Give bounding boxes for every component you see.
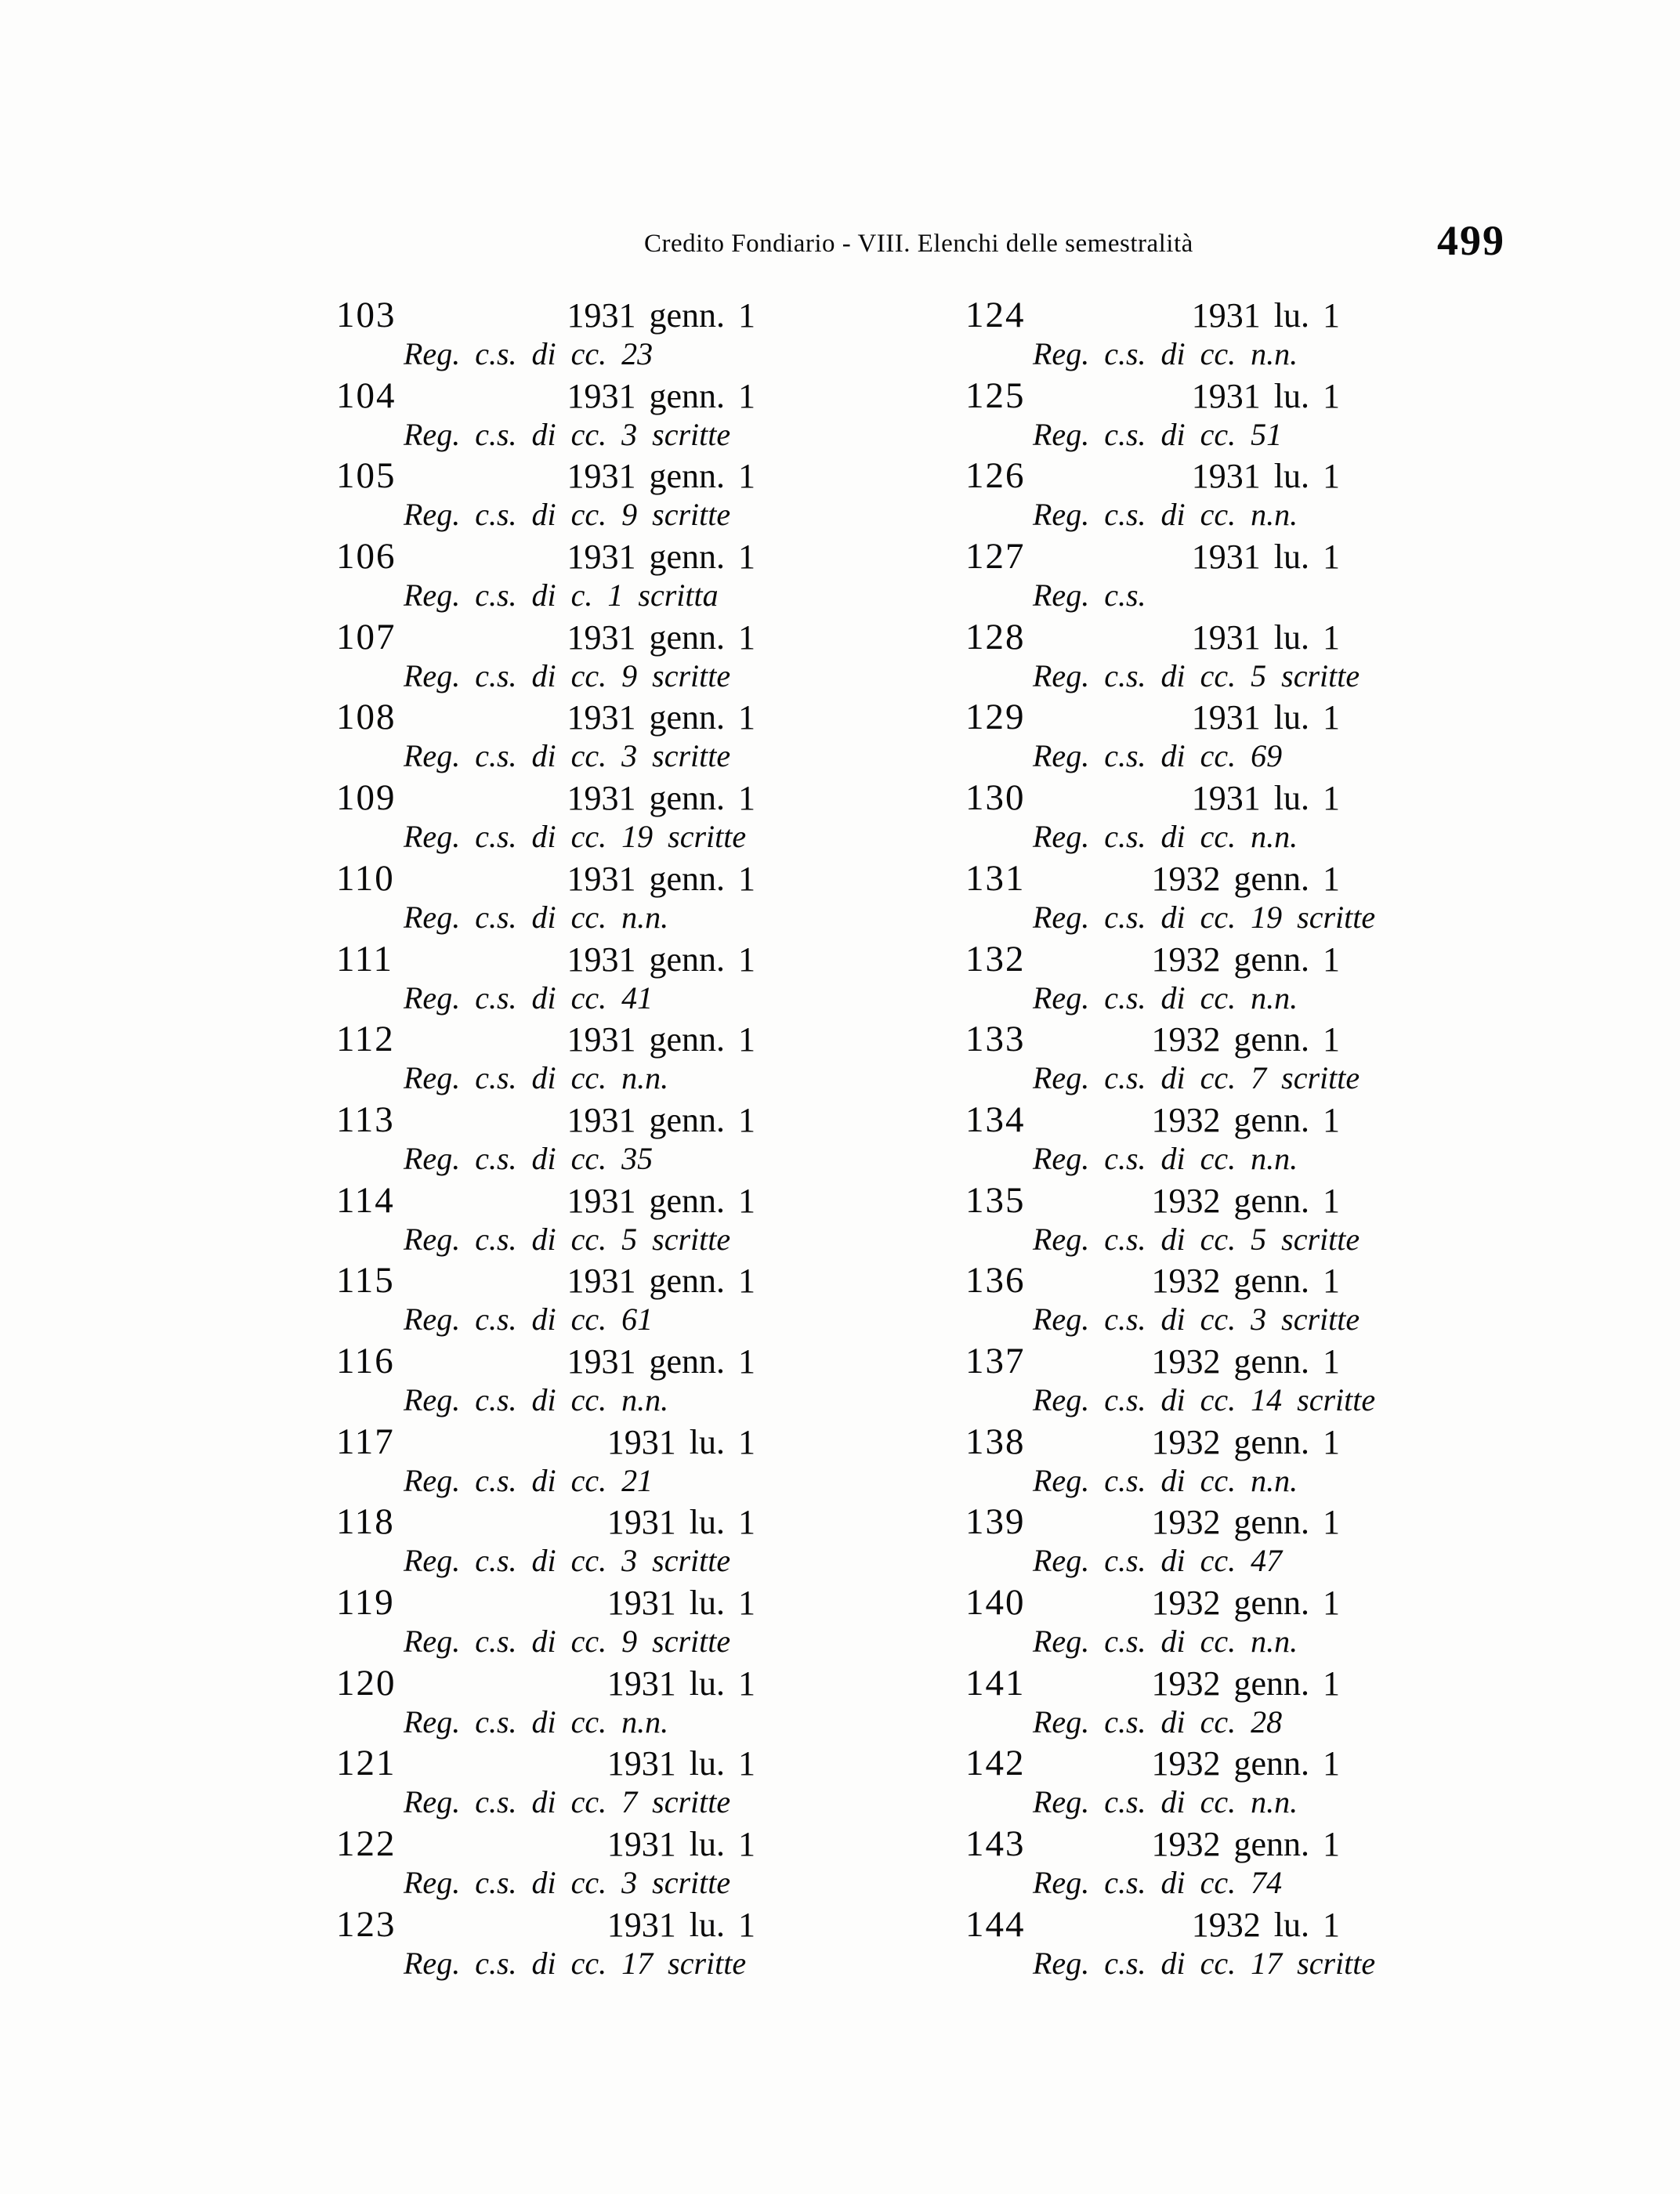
- entry-date: 1931 genn. 1: [567, 617, 755, 657]
- entry-registration-note: Reg. c.s. di cc. 61: [404, 1302, 654, 1338]
- entry-date: 1932 genn. 1: [1151, 940, 1340, 979]
- list-item: [965, 616, 1360, 697]
- entry-number: 129: [965, 697, 1026, 738]
- list-item: [336, 1421, 755, 1502]
- entry-registration-note: Reg. c.s. di cc. 17 scritte: [404, 1945, 747, 1981]
- entry-date: 1931 lu. 1: [1191, 376, 1340, 415]
- entry-registration-note: Reg. c.s. di cc. 14 scritte: [1033, 1381, 1376, 1417]
- entry-number: 120: [336, 1662, 396, 1703]
- entry-head: [965, 536, 1340, 577]
- entry-date: 1931 lu. 1: [1191, 698, 1340, 737]
- entry-registration-note: Reg. c.s. di cc. n.n.: [1033, 1624, 1298, 1659]
- entry-date: 1932 genn. 1: [1151, 1422, 1340, 1461]
- entry-number: 135: [965, 1179, 1026, 1221]
- entry-registration-note: Reg. c.s. di cc. n.n.: [1033, 336, 1298, 371]
- list-item: [965, 1179, 1360, 1261]
- entry-number: 140: [965, 1582, 1026, 1623]
- list-item: [336, 1743, 755, 1823]
- list-item: [965, 1743, 1340, 1823]
- entry-registration-note: Reg. c.s. di cc. 28: [1033, 1703, 1283, 1740]
- entry-head: [336, 295, 755, 336]
- list-item: [965, 777, 1340, 858]
- entry-head: [965, 1341, 1340, 1382]
- entry-number: 115: [336, 1260, 395, 1302]
- entry-number: 118: [336, 1501, 395, 1543]
- entry-number: 137: [965, 1340, 1026, 1381]
- entry-number: 122: [336, 1823, 396, 1865]
- list-item: [965, 295, 1340, 375]
- entry-head: [965, 939, 1340, 980]
- entry-head: [336, 1823, 755, 1865]
- entry-date: 1932 genn. 1: [1151, 1181, 1340, 1220]
- entry-column-left: [336, 295, 755, 1984]
- entry-number: 103: [336, 295, 396, 335]
- entry-number: 134: [965, 1099, 1026, 1140]
- entry-registration-note: Reg. c.s.: [1033, 577, 1146, 614]
- entry-head: [336, 1582, 755, 1624]
- entry-date: 1931 genn. 1: [567, 296, 755, 335]
- entry-date: 1931 genn. 1: [567, 1181, 755, 1220]
- entry-head: [965, 375, 1340, 417]
- entry-head: [965, 777, 1340, 819]
- list-item: [965, 1099, 1340, 1180]
- entry-date: 1931 genn. 1: [567, 376, 755, 415]
- entry-number: 125: [965, 375, 1026, 416]
- list-item: [336, 777, 755, 858]
- entry-registration-note: Reg. c.s. di cc. 7 scritte: [1033, 1060, 1360, 1096]
- entry-date: 1932 genn. 1: [1151, 1100, 1340, 1139]
- list-item: [965, 697, 1340, 777]
- entry-date: 1932 genn. 1: [1151, 1020, 1340, 1059]
- list-item: [965, 1260, 1360, 1341]
- list-item: [336, 1180, 755, 1261]
- entry-registration-note: Reg. c.s. di cc. n.n.: [404, 1703, 669, 1740]
- entry-head: [965, 1743, 1340, 1784]
- entry-number: 116: [336, 1340, 395, 1381]
- entry-date: 1931 genn. 1: [567, 1100, 755, 1139]
- list-item: [336, 295, 755, 375]
- running-header-title: Credito Fondiario - VIII. Elenchi delle semestralità: [644, 230, 1193, 258]
- list-item: [336, 1341, 755, 1421]
- entry-head: [965, 1260, 1340, 1302]
- list-item: [965, 1501, 1340, 1582]
- entry-date: 1932 genn. 1: [1151, 1262, 1340, 1301]
- entry-registration-note: Reg. c.s. di cc. 5 scritte: [1033, 657, 1360, 693]
- entry-number: 133: [965, 1019, 1026, 1060]
- entry-registration-note: Reg. c.s. di cc. n.n.: [404, 1060, 669, 1096]
- list-item: [336, 375, 755, 456]
- list-item: [336, 939, 755, 1019]
- entry-registration-note: Reg. c.s. di cc. 69: [1033, 738, 1283, 774]
- entry-registration-note: Reg. c.s. di cc. 5 scritte: [404, 1221, 731, 1257]
- entry-head: [336, 1099, 755, 1141]
- entry-registration-note: Reg. c.s. di c. 1 scritta: [404, 577, 719, 614]
- entry-number: 143: [965, 1823, 1026, 1865]
- list-item: [336, 1260, 755, 1341]
- list-item: [336, 858, 755, 939]
- list-item: [965, 857, 1376, 939]
- entry-date: 1932 lu. 1: [1191, 1905, 1340, 1944]
- entry-head: [965, 295, 1340, 336]
- entry-date: 1932 genn. 1: [1151, 1503, 1340, 1542]
- entry-registration-note: Reg. c.s. di cc. 3 scritte: [404, 738, 731, 774]
- entry-number: 104: [336, 375, 396, 416]
- entry-head: [336, 1341, 755, 1382]
- page-number: 499: [1437, 217, 1505, 264]
- list-item: [965, 1582, 1340, 1663]
- entry-date: 1932 genn. 1: [1151, 1664, 1340, 1703]
- entry-date: 1931 lu. 1: [606, 1422, 755, 1461]
- entry-head: [965, 1904, 1340, 1946]
- entry-registration-note: Reg. c.s. di cc. n.n.: [1033, 1462, 1298, 1498]
- entry-number: 142: [965, 1743, 1026, 1784]
- list-item: [336, 1582, 755, 1663]
- entry-number: 126: [965, 455, 1026, 497]
- list-item: [965, 536, 1340, 617]
- entry-number: 121: [336, 1743, 396, 1784]
- entry-registration-note: Reg. c.s. di cc. 74: [1033, 1865, 1283, 1901]
- entry-head: [336, 536, 755, 577]
- entry-date: 1931 lu. 1: [606, 1825, 755, 1864]
- entry-registration-note: Reg. c.s. di cc. 9 scritte: [404, 1624, 731, 1659]
- entry-head: [965, 1099, 1340, 1141]
- entry-registration-note: Reg. c.s. di cc. 9 scritte: [404, 497, 731, 533]
- entry-date: 1932 genn. 1: [1151, 859, 1340, 898]
- entry-head: [336, 1260, 755, 1302]
- entry-head: [965, 617, 1340, 658]
- entry-date: 1931 lu. 1: [1191, 538, 1340, 577]
- entry-registration-note: Reg. c.s. di cc. n.n.: [1033, 497, 1298, 533]
- entry-number: 112: [336, 1019, 395, 1060]
- entry-registration-note: Reg. c.s. di cc. 47: [1033, 1543, 1283, 1579]
- entry-registration-note: Reg. c.s. di cc. n.n.: [404, 899, 669, 935]
- entry-date: 1931 lu. 1: [1191, 296, 1340, 335]
- entry-head: [336, 1501, 755, 1543]
- entry-head: [336, 858, 755, 900]
- entry-head: [965, 1180, 1340, 1222]
- entry-number: 113: [336, 1099, 395, 1140]
- entry-registration-note: Reg. c.s. di cc. n.n.: [1033, 979, 1298, 1016]
- entry-number: 114: [336, 1179, 395, 1221]
- entry-head: [965, 1663, 1340, 1704]
- entry-registration-note: Reg. c.s. di cc. 7 scritte: [404, 1784, 731, 1820]
- list-item: [336, 1663, 755, 1743]
- entry-registration-note: Reg. c.s. di cc. 19 scritte: [1033, 899, 1376, 935]
- entry-head: [336, 1180, 755, 1222]
- entry-date: 1932 genn. 1: [1151, 1744, 1340, 1783]
- entry-number: 136: [965, 1260, 1026, 1302]
- entry-number: 123: [336, 1903, 396, 1945]
- entry-number: 138: [965, 1421, 1026, 1462]
- entry-date: 1931 lu. 1: [606, 1744, 755, 1783]
- entry-date: 1931 genn. 1: [567, 779, 755, 818]
- entry-number: 119: [336, 1582, 395, 1623]
- entry-head: [965, 1501, 1340, 1543]
- entry-number: 107: [336, 616, 396, 657]
- entry-date: 1931 lu. 1: [606, 1584, 755, 1622]
- entry-registration-note: Reg. c.s. di cc. n.n.: [1033, 1140, 1298, 1176]
- entry-number: 144: [965, 1903, 1026, 1945]
- entry-date: 1931 genn. 1: [567, 457, 755, 496]
- entry-number: 131: [965, 857, 1026, 899]
- entry-head: [965, 1421, 1340, 1463]
- list-item: [336, 1501, 755, 1582]
- entry-head: [965, 1823, 1340, 1865]
- entry-head: [336, 617, 755, 658]
- entry-column-right: [965, 295, 1376, 1984]
- entry-head: [336, 455, 755, 497]
- entry-number: 110: [336, 857, 395, 899]
- entry-registration-note: Reg. c.s. di cc. 35: [404, 1140, 654, 1176]
- entry-date: 1931 genn. 1: [567, 1341, 755, 1381]
- entry-date: 1931 lu. 1: [1191, 779, 1340, 818]
- list-item: [965, 1823, 1340, 1904]
- entry-date: 1931 lu. 1: [606, 1503, 755, 1542]
- entry-date: 1931 lu. 1: [1191, 457, 1340, 496]
- entry-head: [336, 697, 755, 738]
- entry-number: 130: [965, 777, 1026, 819]
- entry-registration-note: Reg. c.s. di cc. 3 scritte: [404, 1865, 731, 1901]
- entry-head: [336, 777, 755, 819]
- entry-registration-note: Reg. c.s. di cc. 3 scritte: [404, 416, 731, 452]
- list-item: [336, 455, 755, 536]
- list-item: [336, 536, 755, 617]
- entry-date: 1932 genn. 1: [1151, 1825, 1340, 1864]
- entry-head: [336, 1904, 755, 1946]
- entry-head: [336, 1019, 755, 1060]
- entry-number: 111: [336, 938, 394, 979]
- list-item: [336, 697, 755, 777]
- entry-registration-note: Reg. c.s. di cc. n.n.: [404, 1381, 669, 1417]
- list-item: [965, 939, 1340, 1019]
- entry-registration-note: Reg. c.s. di cc. 19 scritte: [404, 819, 747, 855]
- entry-number: 139: [965, 1501, 1026, 1543]
- entry-head: [336, 1421, 755, 1463]
- entry-date: 1931 genn. 1: [567, 538, 755, 577]
- list-item: [965, 455, 1340, 536]
- entry-registration-note: Reg. c.s. di cc. 17 scritte: [1033, 1945, 1376, 1981]
- entry-registration-note: Reg. c.s. di cc. 3 scritte: [1033, 1302, 1360, 1338]
- entry-number: 109: [336, 777, 396, 819]
- entry-number: 127: [965, 536, 1026, 577]
- entry-head: [336, 375, 755, 417]
- list-item: [336, 1823, 755, 1904]
- entry-number: 132: [965, 938, 1026, 979]
- entry-number: 128: [965, 616, 1026, 657]
- entry-registration-note: Reg. c.s. di cc. 51: [1033, 416, 1283, 452]
- entry-date: 1931 genn. 1: [567, 1020, 755, 1059]
- entry-registration-note: Reg. c.s. di cc. 23: [404, 336, 654, 371]
- list-item: [336, 1904, 755, 1985]
- entry-date: 1931 lu. 1: [606, 1905, 755, 1944]
- entry-registration-note: Reg. c.s. di cc. 5 scritte: [1033, 1221, 1360, 1257]
- entry-date: 1931 genn. 1: [567, 859, 755, 898]
- entry-head: [965, 697, 1340, 738]
- entry-date: 1932 genn. 1: [1151, 1584, 1340, 1622]
- entry-number: 124: [965, 295, 1026, 335]
- entry-registration-note: Reg. c.s. di cc. 21: [404, 1462, 654, 1498]
- entry-registration-note: Reg. c.s. di cc. n.n.: [1033, 819, 1298, 855]
- entry-date: 1932 genn. 1: [1151, 1341, 1340, 1381]
- entry-date: 1931 lu. 1: [606, 1664, 755, 1703]
- list-item: [336, 1019, 755, 1099]
- list-item: [965, 1340, 1376, 1421]
- list-item: [336, 1099, 755, 1180]
- entry-head: [965, 1582, 1340, 1624]
- entry-head: [336, 1663, 755, 1704]
- entry-head: [965, 455, 1340, 497]
- entry-number: 105: [336, 455, 396, 497]
- entry-head: [336, 1743, 755, 1784]
- entry-number: 108: [336, 697, 396, 738]
- entry-registration-note: Reg. c.s. di cc. 3 scritte: [404, 1543, 731, 1579]
- list-item: [336, 617, 755, 697]
- entry-date: 1931 lu. 1: [1191, 617, 1340, 657]
- list-item: [965, 1019, 1360, 1099]
- list-item: [965, 1903, 1376, 1985]
- entry-date: 1931 genn. 1: [567, 940, 755, 979]
- entry-head: [965, 1019, 1340, 1060]
- list-item: [965, 1663, 1340, 1743]
- list-item: [965, 375, 1340, 456]
- entry-number: 106: [336, 536, 396, 577]
- list-item: [965, 1421, 1340, 1502]
- entry-date: 1931 genn. 1: [567, 1262, 755, 1301]
- entry-date: 1931 genn. 1: [567, 698, 755, 737]
- entry-registration-note: Reg. c.s. di cc. 41: [404, 979, 654, 1016]
- entry-number: 141: [965, 1662, 1026, 1703]
- entry-registration-note: Reg. c.s. di cc. 9 scritte: [404, 657, 731, 693]
- entry-head: [336, 939, 755, 980]
- entry-head: [965, 858, 1340, 900]
- entry-number: 117: [336, 1421, 395, 1462]
- entry-registration-note: Reg. c.s. di cc. n.n.: [1033, 1784, 1298, 1820]
